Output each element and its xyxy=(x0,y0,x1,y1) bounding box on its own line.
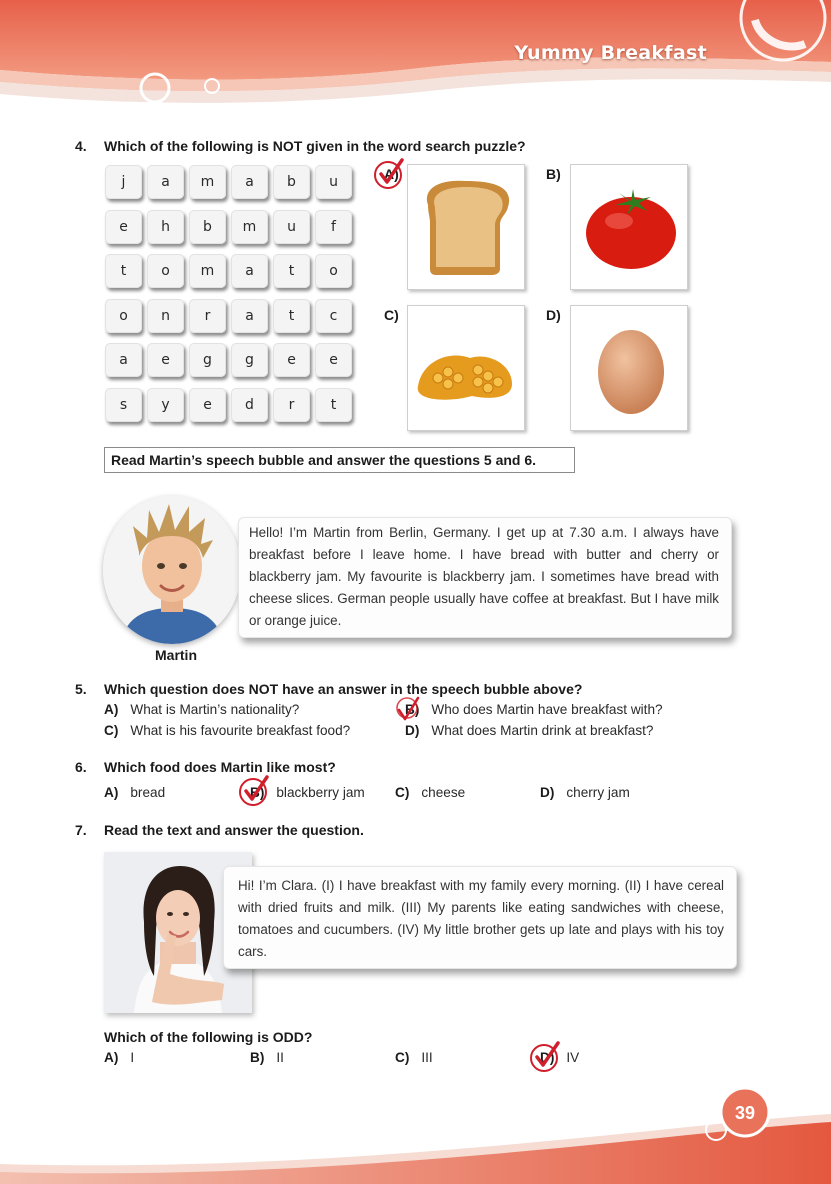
q6-option-b-label: B) xyxy=(250,785,265,800)
grid-cell[interactable]: g xyxy=(189,343,226,377)
q7-option-c-text: III xyxy=(421,1050,433,1065)
q4-option-d-label[interactable]: D) xyxy=(546,307,561,323)
grid-cell[interactable]: t xyxy=(105,254,142,288)
footer-wave-shape xyxy=(0,1080,831,1184)
clara-speech-bubble xyxy=(223,866,737,969)
grid-cell[interactable]: n xyxy=(147,299,184,333)
q7-option-b[interactable] xyxy=(250,1050,284,1065)
grid-cell[interactable]: b xyxy=(273,165,310,199)
q7-option-d-text: IV xyxy=(566,1050,580,1065)
grid-cell[interactable]: t xyxy=(273,299,310,333)
q4-option-c-label[interactable]: C) xyxy=(384,307,399,323)
q6-option-d-label: D) xyxy=(540,785,555,800)
q6-option-a-label: A) xyxy=(104,785,119,800)
grid-cell[interactable]: s xyxy=(105,388,142,422)
q4-text: Which of the following is NOT given in the word search puzzle? xyxy=(104,138,526,154)
q6-option-d-text: cherry jam xyxy=(566,785,630,800)
q6-text: Which food does Martin like most? xyxy=(104,759,336,775)
grid-cell[interactable]: m xyxy=(189,165,226,199)
q6-option-d[interactable] xyxy=(540,785,630,800)
q5-option-b-label: B) xyxy=(405,702,420,717)
q7-option-c[interactable] xyxy=(395,1050,433,1065)
grid-cell[interactable]: a xyxy=(231,254,268,288)
grid-cell[interactable]: u xyxy=(273,210,310,244)
grid-cell[interactable]: a xyxy=(105,343,142,377)
tomato-icon xyxy=(571,165,689,291)
martin-avatar xyxy=(103,496,241,644)
page-header xyxy=(0,0,831,120)
egg-icon xyxy=(571,306,689,432)
grid-cell[interactable]: a xyxy=(147,165,184,199)
q5-text: Which question does NOT have an answer in the speech bubble above? xyxy=(104,681,583,697)
clara-speech-text: Hi! I’m Clara. (I) I have breakfast with my family every morning. (II) I have cereal with dried fruits and milk. (III) My parents like eating sandwiches with cheese, tomatoes and cucumbers. (IV) My little brother gets up late and plays with his toy cars. xyxy=(238,878,724,959)
q6-option-a[interactable] xyxy=(104,785,165,800)
grid-cell[interactable]: d xyxy=(231,388,268,422)
q7-option-b-label: B) xyxy=(250,1050,265,1065)
grid-cell[interactable]: e xyxy=(105,210,142,244)
q5-option-d-label: D) xyxy=(405,723,420,738)
q7-option-c-label: C) xyxy=(395,1050,410,1065)
grid-cell[interactable]: a xyxy=(231,299,268,333)
q7-text: Read the text and answer the question. xyxy=(104,822,364,838)
grid-cell[interactable]: g xyxy=(231,343,268,377)
q5-option-c-text: What is his favourite breakfast food? xyxy=(130,723,351,738)
q4-option-d-picture[interactable] xyxy=(570,305,688,431)
answer-check-mark xyxy=(237,773,273,809)
martin-speech-text: Hello! I’m Martin from Berlin, Germany. I get up at 7.30 a.m. I always have breakfast before I leave home. I have bread with butter and cherry or blackberry jam. My favourite is blackberry jam. I sometimes have bread with cheese slices. German people usually have coffee at breakfast. But I have milk or orange juice. xyxy=(249,525,719,628)
q5-option-b-text: Who does Martin have breakfast with? xyxy=(431,702,663,717)
grid-cell[interactable]: o xyxy=(147,254,184,288)
grid-cell[interactable]: a xyxy=(231,165,268,199)
grid-cell[interactable]: f xyxy=(315,210,352,244)
q7-option-a-text: I xyxy=(130,1050,135,1065)
grid-cell[interactable]: o xyxy=(315,254,352,288)
q4-option-b-picture[interactable] xyxy=(570,164,688,290)
grid-cell[interactable]: b xyxy=(189,210,226,244)
grid-cell[interactable]: e xyxy=(147,343,184,377)
q5-option-c-label: C) xyxy=(104,723,119,738)
q6-option-c-text: cheese xyxy=(421,785,466,800)
toast-icon xyxy=(408,165,526,291)
grid-cell[interactable]: m xyxy=(231,210,268,244)
grid-cell[interactable]: j xyxy=(105,165,142,199)
martin-speech-bubble xyxy=(238,517,732,638)
q7-option-a[interactable] xyxy=(104,1050,134,1065)
q7-option-a-label: A) xyxy=(104,1050,119,1065)
grid-cell[interactable]: m xyxy=(189,254,226,288)
grid-cell[interactable]: h xyxy=(147,210,184,244)
grid-cell[interactable]: r xyxy=(273,388,310,422)
page-number: 39 xyxy=(734,1103,756,1123)
word-search-grid xyxy=(105,165,355,422)
honeycomb-icon xyxy=(408,306,526,432)
grid-cell[interactable]: r xyxy=(189,299,226,333)
q5-number: 5. xyxy=(75,681,87,697)
q6-option-a-text: bread xyxy=(130,785,166,800)
q6-option-b-text: blackberry jam xyxy=(276,785,365,800)
q4-option-b-label[interactable]: B) xyxy=(546,166,561,182)
q7-option-d-label: D) xyxy=(540,1050,555,1065)
q7-sub-question: Which of the following is ODD? xyxy=(104,1029,313,1045)
q4-number: 4. xyxy=(75,138,87,154)
q5-option-d[interactable] xyxy=(405,723,654,738)
q7-option-b-text: II xyxy=(276,1050,284,1065)
grid-cell[interactable]: e xyxy=(273,343,310,377)
answer-check-mark xyxy=(528,1039,564,1075)
answer-check-mark xyxy=(372,156,408,192)
q6-option-c[interactable] xyxy=(395,785,465,800)
q6-number: 6. xyxy=(75,759,87,775)
page-footer xyxy=(0,1080,831,1184)
grid-cell[interactable]: e xyxy=(315,343,352,377)
grid-cell[interactable]: e xyxy=(189,388,226,422)
q5-option-a-text: What is Martin’s nationality? xyxy=(130,702,300,717)
q6-option-c-label: C) xyxy=(395,785,410,800)
q4-option-a-label[interactable]: A) xyxy=(384,166,399,182)
q5-option-a[interactable] xyxy=(104,702,299,717)
martin-name-label: Martin xyxy=(155,647,197,663)
grid-cell[interactable]: t xyxy=(273,254,310,288)
q5-option-a-label: A) xyxy=(104,702,119,717)
grid-cell[interactable]: u xyxy=(315,165,352,199)
q4-option-c-picture[interactable] xyxy=(407,305,525,431)
grid-cell[interactable]: y xyxy=(147,388,184,422)
grid-cell[interactable]: c xyxy=(315,299,352,333)
answer-check-mark xyxy=(394,694,422,722)
q5-option-c[interactable] xyxy=(104,723,350,738)
q5-option-b[interactable] xyxy=(405,702,663,717)
q4-option-a-picture[interactable] xyxy=(407,164,525,290)
grid-cell[interactable]: t xyxy=(315,388,352,422)
unit-title: Yummy Breakfast xyxy=(514,42,707,64)
instruction-box: Read Martin’s speech bubble and answer the questions 5 and 6. xyxy=(104,447,575,473)
q5-option-d-text: What does Martin drink at breakfast? xyxy=(431,723,654,738)
boy-portrait-icon xyxy=(103,496,241,644)
q7-number: 7. xyxy=(75,822,87,838)
grid-cell[interactable]: o xyxy=(105,299,142,333)
